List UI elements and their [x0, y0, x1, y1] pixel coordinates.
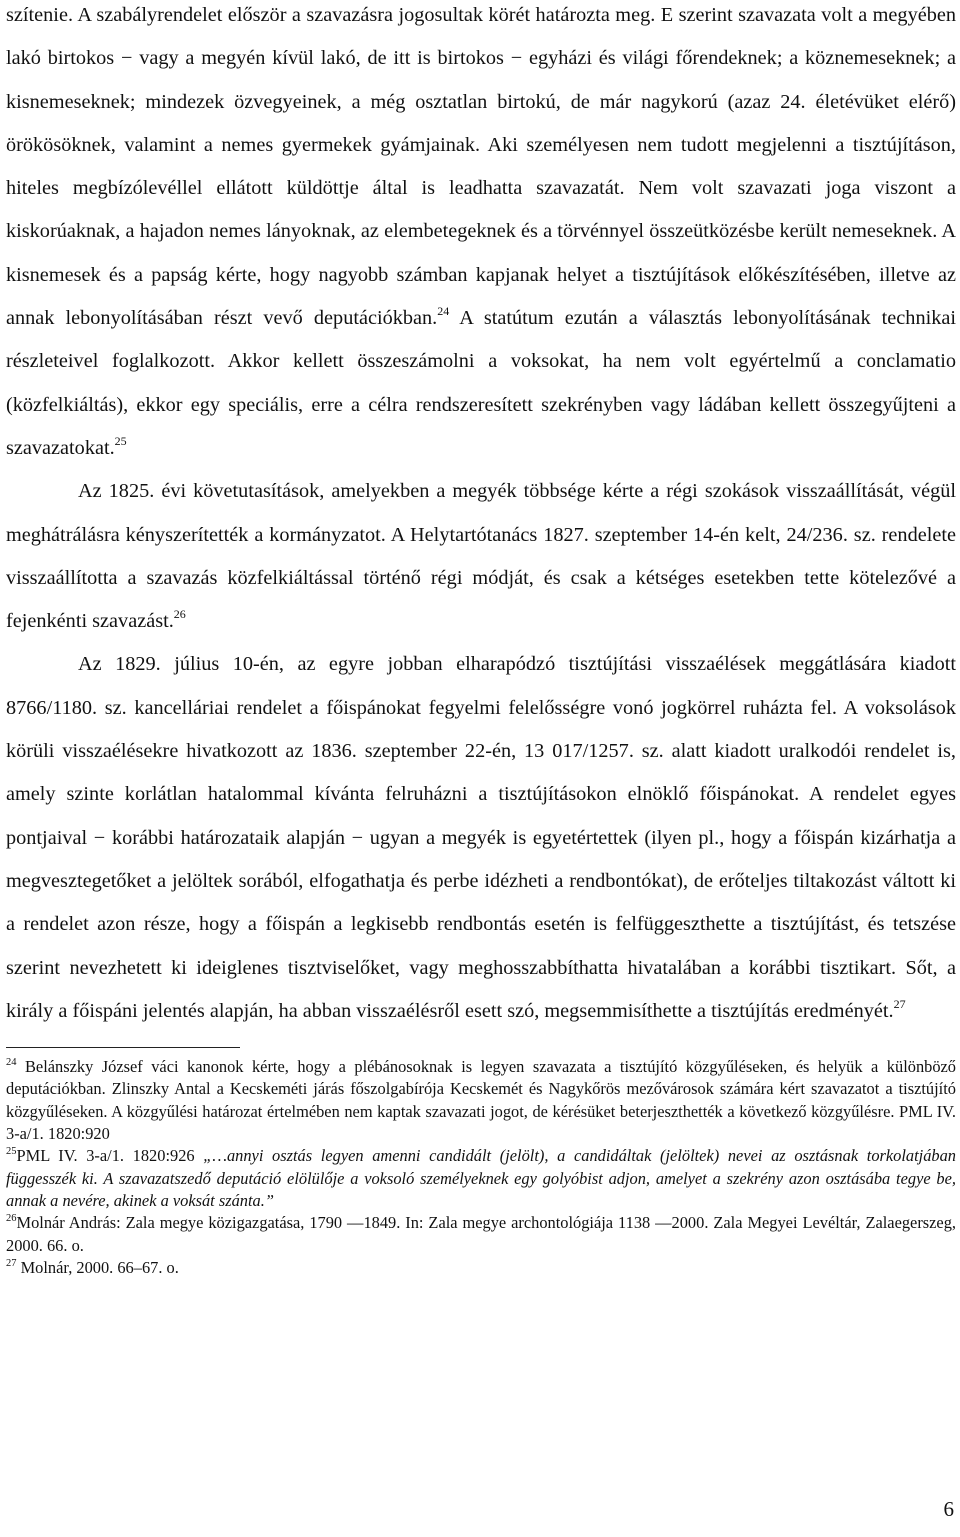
footnote-quote: „…annyi osztás legyen amenni candidált (jelölt), a candidáltak (jelöltek) nevei az osztásnak torkolatjában függesszék ki. A szavazatszedő deputáció elölülője a voksoló személyeknek egy golyóbist adjon, amelyet a szekrény azon osztásába tegye be, annak a nevére, akinek a voksát szánta.” — [6, 1146, 956, 1210]
footnote-reference[interactable]: 27 — [893, 996, 906, 1011]
footnote — [6, 1145, 956, 1212]
body-text — [6, 0, 956, 1033]
paragraph-text: Az 1829. július 10-én, az egyre jobban elharapódzó tisztújítási visszaélések meggátlására kiadott 8766/1180. sz. kancelláriai rendelet a főispánokat fegyelmi felelősségre vonó jogkörrel ruházta fel. A voksolások körüli visszaélésekre hivatkozott az 1836. szeptember 22-én, 13 017/1257. sz. alatt kiadott uralkodói rendelet is, amely szinte korlátlan hatalommal kívánta felruházni a tisztújításokon elnöklő főispánokat. A rendelet egyes pontjaival − korábbi határozataik alapján − ugyan a megyék is egyetértettek (ilyen pl., hogy a főispán kizárhatja a megvesztegetőket a jelöltek sorából, elfogathatja és perbe idézheti a rendbontókat), de erőteljes tiltakozást váltott ki a rendelet azon része, hogy a főispán a legkisebb rendbontás esetén is felfüggeszthette a tisztújítást, és tetszése szerint nevezhetett ki ideiglenes tisztviselőket, vagy meghosszabbíthatta hivatalában a korábbi tisztikart. Sőt, a király a főispáni jelentés alapján, ha abban visszaélésről esett szó, megsemmisíthette a tisztújítás eredményét. — [6, 653, 956, 1022]
footnote-number: 26 — [6, 1213, 17, 1225]
footnote — [6, 1056, 956, 1145]
footnote-reference[interactable]: 26 — [173, 607, 186, 622]
paragraph-text: A statútum ezután a választás lebonyolításának technikai részleteivel foglalkozott. Akkor kellett összeszámolni a voksokat, ha nem volt egyértelmű a conclamatio (közfelkiáltás), ekkor egy speciális, erre a célra rendszeresített szekrényben vagy ládában kellett összegyűjteni a szavazatokat. — [6, 307, 957, 459]
footnote-reference[interactable]: 25 — [114, 433, 127, 448]
paragraph-text: Az 1825. évi követutasítások, amelyekben a megyék többsége kérte a régi szokások visszaállítását, végül meghátrálásra kényszerítették a kormányzatot. A Helytartótanács 1827. szeptember 14-én kelt, 24/236. sz. rendelete visszaállította a szavazás közfelkiáltással történő régi módját, és csak a kétséges esetekben tette kötelezővé a fejenkénti szavazást. — [6, 480, 956, 633]
footnote-text: Belánszky József váci kanonok kérte, hogy a plébánosoknak is legyen szavazata a tisztújító közgyűléseken, és helyük a különböző deputációkban. Zlinszky Antal a Kecskeméti járás főszolgabírója Kecskemét és Nagykőrös mezővárosok számára kért szavazatot a tisztújító közgyűléseken. A közgyűlési határozat értelmében nem kaptak szavazati jogot, de kérésüket beterjeszthették a következő közgyűlésre. PML IV. 3-a/1. 1820:920 — [6, 1057, 956, 1144]
footnote-text: PML IV. 3-a/1. 1820:926 — [16, 1146, 204, 1166]
footnotes — [6, 1056, 956, 1279]
body-paragraph — [6, 0, 956, 470]
page-number: 6 — [943, 1497, 954, 1521]
document-page — [6, 0, 956, 1279]
body-paragraph — [6, 643, 956, 1033]
footnote-reference[interactable]: 24 — [437, 304, 450, 319]
paragraph-text: szítenie. A szabályrendelet először a szavazásra jogosultak körét határozta meg. E szerint szavazata volt a megyében lakó birtokos − vagy a megyén kívül lakó, de itt is birtokos − egyházi és világi főrendeknek; a köznemeseknek; a kisnemeseknek; mindezek özvegyeinek, a még osztatlan birtokú, de már nagykorú (azaz 24. életévüket elérő) örökösöknek, valamint a nemes gyermekek gyámjainak. Aki személyesen nem tudott megjelenni a tisztújításon, hiteles megbízólevéllel ellátott küldöttje által is leadhatta szavazatát. Nem volt szavazati joga viszont a kiskorúaknak, a hajadon nemes lányoknak, az elembetegeknek és a törvénnyel összeütközésbe került nemeseknek. A kisnemesek és a papság kérte, hogy nagyobb számban kapjanak helyet a tisztújítások előkészítésében, illetve az annak lebonyolításában részt vevő deputációkban. — [6, 4, 956, 330]
body-paragraph — [6, 470, 956, 643]
footnote-text: Molnár, 2000. 66–67. o. — [16, 1257, 179, 1277]
footnote-number: 25 — [6, 1146, 17, 1158]
footnote-number: 27 — [6, 1257, 17, 1269]
footnote-separator — [6, 1047, 240, 1048]
footnote — [6, 1212, 956, 1257]
footnote-number: 24 — [6, 1057, 17, 1069]
footnote — [6, 1257, 956, 1279]
footnote-text: Molnár András: Zala megye közigazgatása, 1790 —1849. In: Zala megye archontológiája 1138 —2000. Zala Megyei Levéltár, Zalaegerszeg, 2000. 66. o. — [6, 1213, 956, 1255]
